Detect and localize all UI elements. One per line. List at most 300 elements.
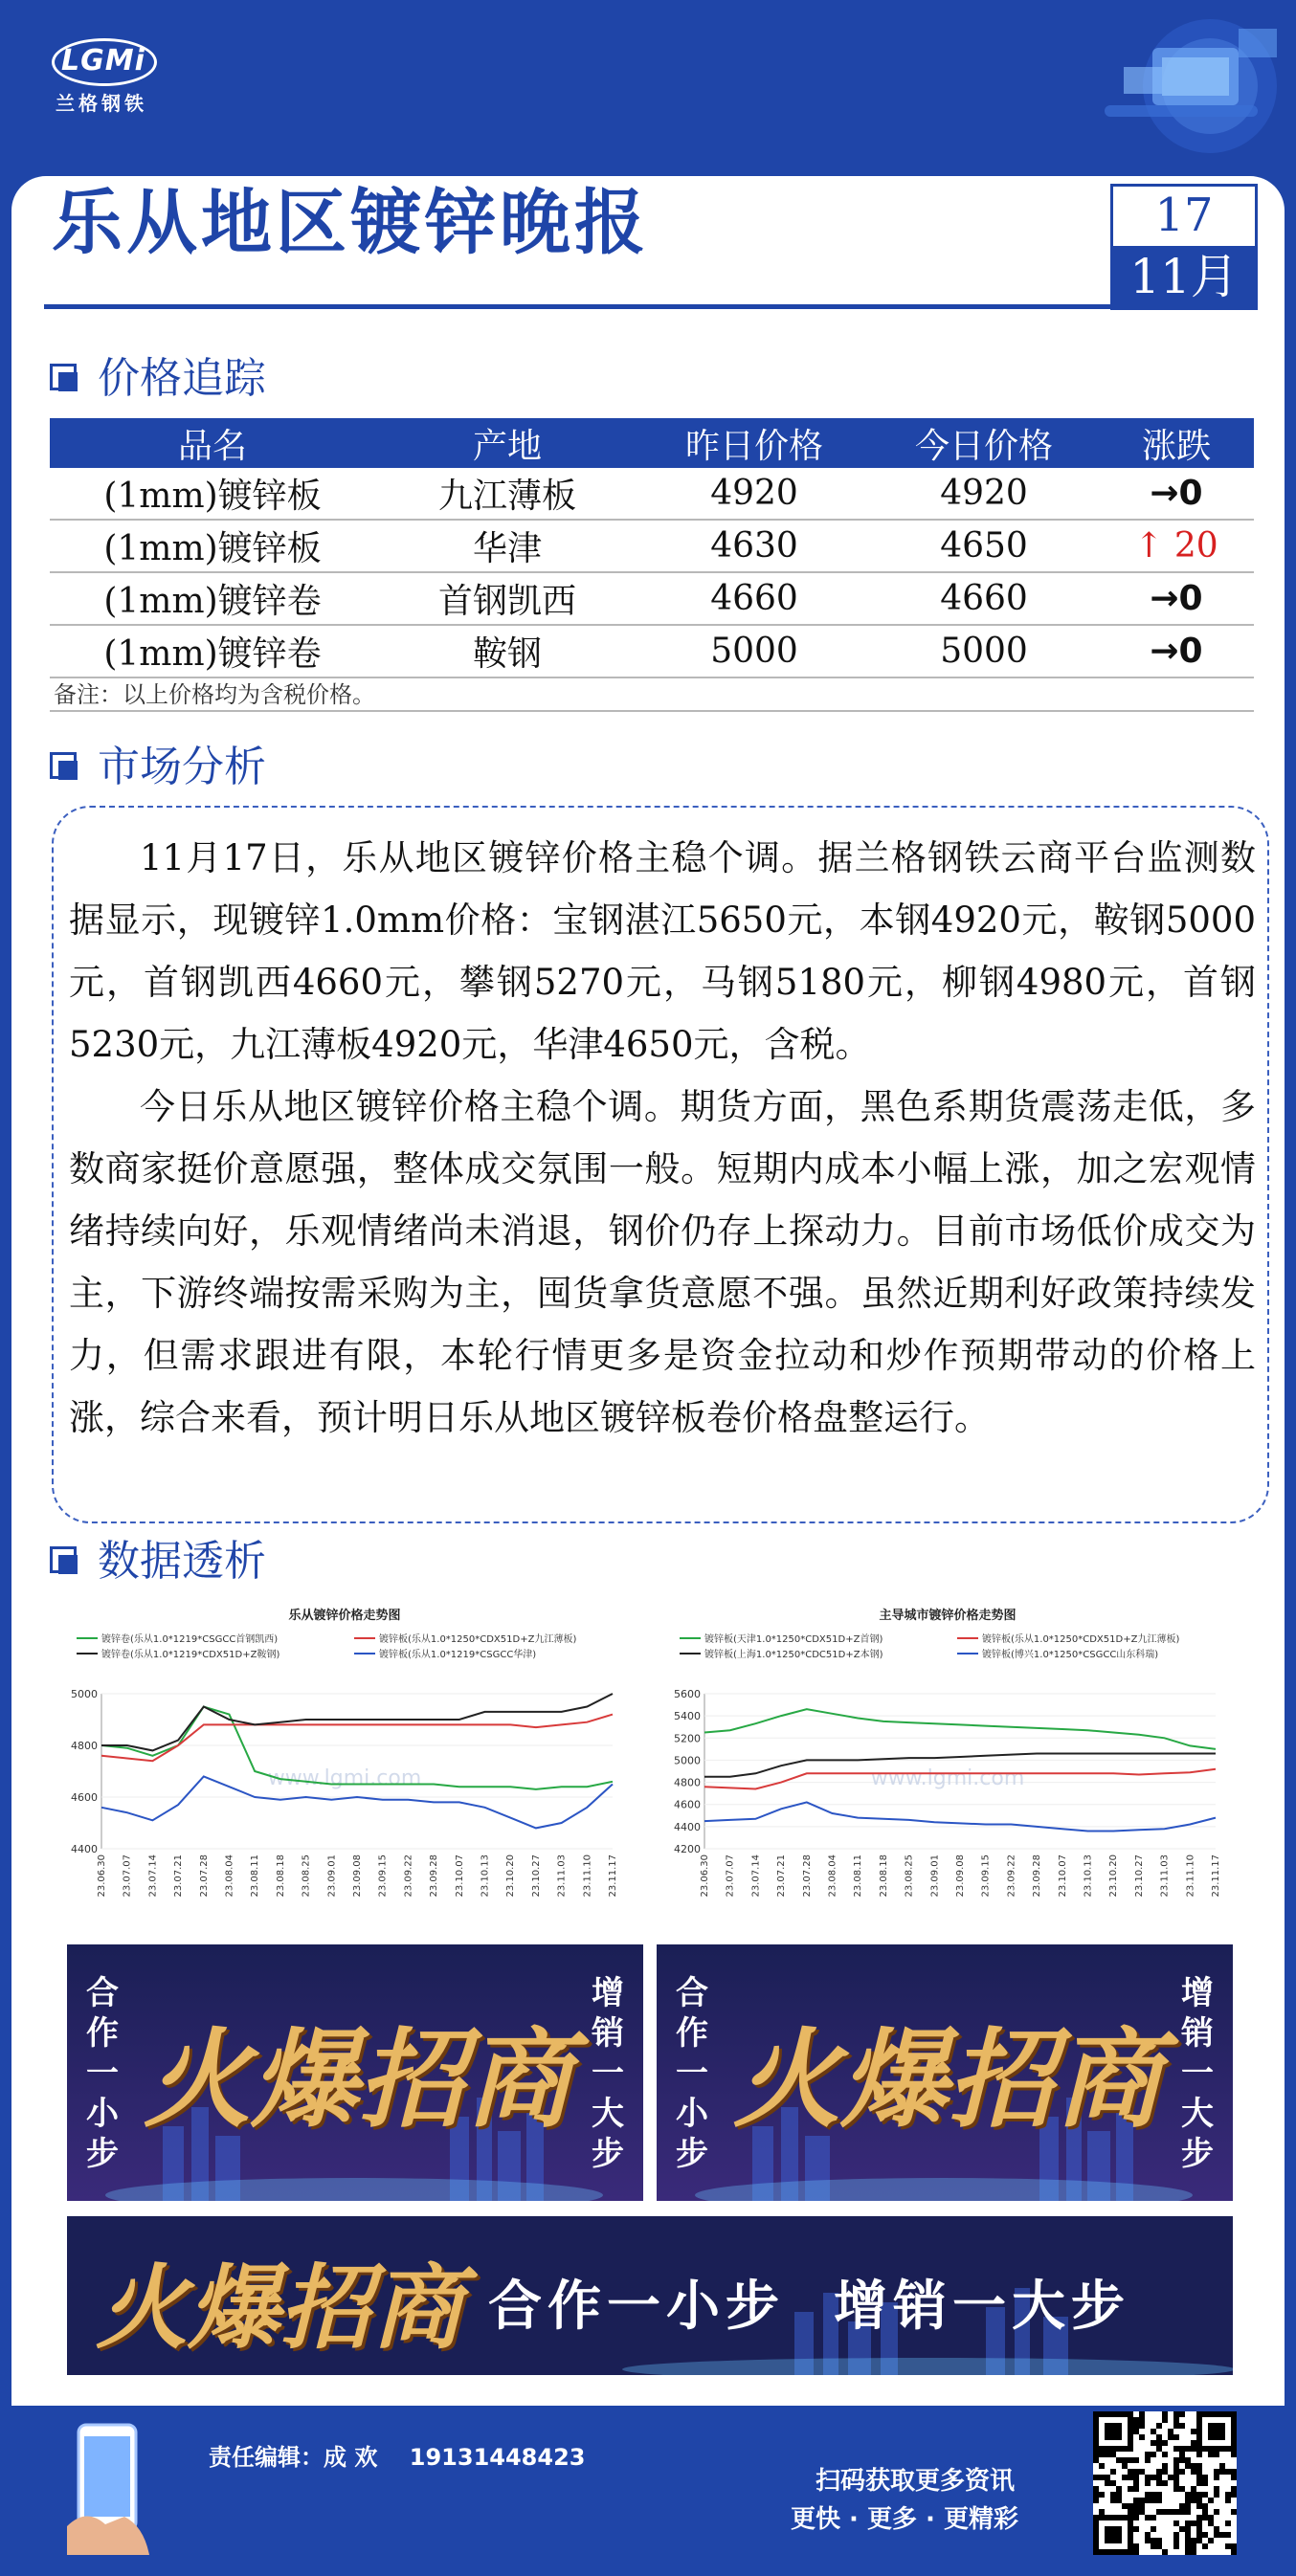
cell-today: 4650 — [869, 520, 1099, 572]
qr-module — [1133, 2417, 1139, 2423]
qr-module — [1219, 2532, 1225, 2538]
title-underline — [44, 304, 1250, 309]
qr-module — [1156, 2498, 1162, 2503]
chart-watermark: www.lgmi.com — [870, 1766, 1025, 1790]
qr-module — [1202, 2492, 1208, 2498]
chart-title: 乐从镀锌价格走势图 — [288, 1609, 401, 1623]
qr-module — [1179, 2446, 1185, 2452]
qr-module — [1168, 2509, 1173, 2515]
qr-module — [1133, 2509, 1139, 2515]
qr-module — [1179, 2486, 1185, 2492]
qr-module — [1122, 2463, 1128, 2469]
wide-banner-slogan: 合作一小步 增销一大步 — [488, 2276, 1130, 2338]
qr-module — [1225, 2492, 1231, 2498]
qr-module — [1191, 2498, 1196, 2503]
qr-module — [1151, 2538, 1156, 2543]
qr-module — [1145, 2538, 1151, 2543]
x-tick-label: 23.10.13 — [1083, 1854, 1094, 1898]
qr-module — [1162, 2509, 1168, 2515]
x-tick-label: 23.07.07 — [122, 1854, 133, 1898]
y-tick-label: 4800 — [674, 1776, 701, 1789]
banner-slogan: 火爆招商 — [733, 2017, 1162, 2143]
qr-module — [1162, 2463, 1168, 2469]
qr-module — [1145, 2515, 1151, 2520]
qr-module — [1139, 2434, 1145, 2440]
qr-module — [1151, 2475, 1156, 2480]
date-day: 17 — [1154, 189, 1214, 242]
qr-module — [1105, 2452, 1110, 2457]
qr-module — [1133, 2475, 1139, 2480]
qr-module — [1110, 2480, 1116, 2486]
qr-module — [1099, 2463, 1105, 2469]
qr-module — [1173, 2446, 1179, 2452]
qr-module — [1191, 2469, 1196, 2475]
qr-module — [1191, 2486, 1196, 2492]
qr-module — [1231, 2509, 1237, 2515]
qr-module — [1151, 2429, 1156, 2434]
y-tick-label: 5200 — [674, 1732, 701, 1745]
x-tick-label: 23.06.30 — [700, 1854, 710, 1898]
qr-module — [1191, 2538, 1196, 2543]
cell-today: 4660 — [869, 572, 1099, 625]
qr-module — [1231, 2549, 1237, 2555]
qr-module — [1179, 2452, 1185, 2457]
banner-side-right-text: 增 销 一 大 步 — [592, 1974, 624, 2173]
x-tick-label: 23.09.22 — [403, 1854, 414, 1898]
x-tick-label: 23.09.08 — [955, 1854, 966, 1898]
qr-module — [1133, 2515, 1139, 2520]
col-header-today: 今日价格 — [869, 418, 1099, 468]
qr-module — [1133, 2457, 1139, 2463]
qr-module — [1231, 2452, 1237, 2457]
cell-name: (1mm)镀锌板 — [50, 468, 375, 520]
note-divider — [50, 710, 1254, 712]
qr-module — [1139, 2503, 1145, 2509]
qr-module — [1196, 2492, 1202, 2498]
cell-origin: 九江薄板 — [375, 468, 639, 520]
date-badge — [1110, 184, 1258, 310]
y-tick-label: 5400 — [674, 1710, 701, 1723]
qr-module — [1156, 2434, 1162, 2440]
x-tick-label: 23.08.11 — [853, 1854, 864, 1898]
qr-module — [1185, 2509, 1191, 2515]
qr-module — [1173, 2509, 1179, 2515]
qr-module — [1133, 2543, 1139, 2549]
qr-module — [1139, 2469, 1145, 2475]
chart-watermark: www.lgmi.com — [267, 1766, 422, 1790]
y-tick-label: 4400 — [71, 1843, 98, 1855]
qr-module — [1196, 2469, 1202, 2475]
qr-module — [1133, 2486, 1139, 2492]
qr-module — [1173, 2543, 1179, 2549]
qr-module — [1214, 2452, 1219, 2457]
x-tick-label: 23.11.17 — [608, 1854, 618, 1898]
qr-module — [1099, 2509, 1105, 2515]
qr-module — [1202, 2532, 1208, 2538]
qr-module — [1110, 2452, 1116, 2457]
qr-module — [1156, 2543, 1162, 2549]
qr-module — [1196, 2532, 1202, 2538]
cell-change — [1099, 468, 1254, 520]
qr-module — [1110, 2492, 1116, 2498]
qr-module — [1139, 2423, 1145, 2429]
x-tick-label: 23.10.27 — [1133, 1854, 1145, 1898]
chart-leocong-galvanized — [57, 1598, 632, 1914]
cell-today: 4920 — [869, 468, 1099, 520]
qr-module — [1173, 2520, 1179, 2526]
x-tick-label: 23.07.28 — [198, 1854, 210, 1898]
banner-side-right-text: 增 销 一 大 步 — [1181, 1974, 1214, 2173]
qr-module — [1156, 2475, 1162, 2480]
qr-module — [1173, 2480, 1179, 2486]
qr-module — [1093, 2492, 1099, 2498]
qr-module — [1196, 2515, 1202, 2520]
qr-module — [1191, 2549, 1196, 2555]
qr-module — [1110, 2469, 1116, 2475]
qr-module — [1128, 2503, 1133, 2509]
x-tick-label: 23.09.15 — [980, 1854, 992, 1898]
x-tick-label: 23.10.20 — [505, 1854, 517, 1898]
qr-module — [1139, 2509, 1145, 2515]
editor-label: 责任编辑：成 欢 — [209, 2444, 378, 2471]
qr-module — [1128, 2509, 1133, 2515]
qr-module — [1145, 2475, 1151, 2480]
cell-origin: 首钢凯西 — [375, 572, 639, 625]
x-tick-label: 23.07.28 — [801, 1854, 813, 1898]
x-tick-label: 23.09.22 — [1006, 1854, 1017, 1898]
qr-module — [1133, 2503, 1139, 2509]
qr-finder — [1105, 2526, 1122, 2543]
qr-module — [1214, 2532, 1219, 2538]
cell-yesterday: 5000 — [639, 625, 869, 677]
legend-label: 镀锌卷(乐从1.0*1219*CSGCC首钢凯西) — [101, 1634, 279, 1645]
x-tick-label: 23.08.18 — [275, 1854, 286, 1898]
qr-module — [1202, 2475, 1208, 2480]
qr-module — [1128, 2475, 1133, 2480]
qr-module — [1214, 2475, 1219, 2480]
x-tick-label: 23.09.15 — [377, 1854, 389, 1898]
cell-yesterday: 4920 — [639, 468, 869, 520]
qr-module — [1145, 2452, 1151, 2457]
legend-label: 镀锌卷(乐从1.0*1219*CDX51D+Z鞍钢) — [101, 1650, 280, 1660]
section-square-icon — [50, 1546, 77, 1573]
qr-module — [1156, 2492, 1162, 2498]
y-tick-label: 5600 — [674, 1688, 701, 1700]
qr-module — [1191, 2492, 1196, 2498]
table-header-row — [50, 418, 1254, 468]
qr-module — [1214, 2469, 1219, 2475]
cell-change — [1099, 572, 1254, 625]
qr-module — [1173, 2532, 1179, 2538]
x-tick-label: 23.10.07 — [1057, 1854, 1068, 1898]
x-tick-label: 23.08.04 — [827, 1854, 838, 1898]
flat-arrow-icon: → — [1150, 632, 1179, 671]
qr-module — [1185, 2503, 1191, 2509]
qr-module — [1139, 2498, 1145, 2503]
brand-logo — [44, 34, 159, 117]
qr-module — [1133, 2480, 1139, 2486]
qr-module — [1185, 2457, 1191, 2463]
qr-module — [1133, 2423, 1139, 2429]
qr-module — [1185, 2446, 1191, 2452]
qr-module — [1225, 2532, 1231, 2538]
ad-banner-right[interactable] — [657, 1944, 1233, 2201]
qr-module — [1168, 2475, 1173, 2480]
qr-module — [1173, 2538, 1179, 2543]
y-tick-label: 5000 — [71, 1688, 98, 1700]
x-tick-label: 23.11.03 — [556, 1854, 568, 1898]
x-tick-label: 23.09.01 — [326, 1854, 338, 1898]
col-header-change: 涨跌 — [1099, 418, 1254, 468]
qr-module — [1093, 2457, 1099, 2463]
qr-module — [1139, 2417, 1145, 2423]
analysis-paragraph-1: 11月17日，乐从地区镀锌价格主稳个调。据兰格钢铁云商平台监测数据显示，现镀锌1.0mm价格：宝钢湛江5650元，本钢4920元，鞍钢5000元，首钢凯西4660元，攀钢5270元，马钢5180元，柳钢4980元，首钢5230元，九江薄板4920元，华津4650元，含税。 — [69, 837, 1256, 1065]
qr-module — [1105, 2480, 1110, 2486]
qr-module — [1093, 2486, 1099, 2492]
qr-module — [1179, 2526, 1185, 2532]
qr-module — [1185, 2520, 1191, 2526]
col-header-yesterday: 昨日价格 — [639, 418, 869, 468]
qr-finder — [1105, 2423, 1122, 2440]
qr-module — [1128, 2457, 1133, 2463]
qr-module — [1191, 2543, 1196, 2549]
qr-module — [1225, 2469, 1231, 2475]
price-table — [50, 418, 1254, 678]
qr-module — [1173, 2417, 1179, 2423]
qr-module — [1162, 2452, 1168, 2457]
qr-module — [1225, 2520, 1231, 2526]
qr-module — [1196, 2480, 1202, 2486]
qr-module — [1145, 2457, 1151, 2463]
legend-label: 镀锌板(乐从1.0*1250*CDX51D+Z九江薄板) — [379, 1634, 577, 1645]
x-tick-label: 23.07.14 — [147, 1854, 159, 1898]
qr-module — [1196, 2452, 1202, 2457]
qr-caption: 扫码获取更多资讯 — [816, 2467, 1016, 2496]
ad-banner-left[interactable] — [67, 1944, 643, 2201]
qr-module — [1145, 2480, 1151, 2486]
qr-module — [1179, 2411, 1185, 2417]
x-tick-label: 23.08.25 — [301, 1854, 312, 1898]
qr-module — [1208, 2520, 1214, 2526]
editor-phone: 19131448423 — [409, 2444, 586, 2471]
qr-module — [1179, 2469, 1185, 2475]
up-arrow-icon: ↑ — [1134, 526, 1164, 566]
qr-module — [1185, 2538, 1191, 2543]
y-tick-label: 4600 — [674, 1798, 701, 1811]
x-tick-label: 23.09.01 — [929, 1854, 941, 1898]
qr-module — [1168, 2434, 1173, 2440]
qr-module — [1099, 2475, 1105, 2480]
qr-module — [1208, 2515, 1214, 2520]
x-tick-label: 23.10.07 — [454, 1854, 465, 1898]
price-section-title: 价格追踪 — [98, 354, 266, 403]
date-month: 11月 — [1113, 246, 1255, 307]
x-tick-label: 23.10.27 — [530, 1854, 542, 1898]
qr-module — [1196, 2475, 1202, 2480]
x-tick-label: 23.08.11 — [250, 1854, 261, 1898]
cell-name: (1mm)镀锌板 — [50, 520, 375, 572]
qr-module — [1116, 2457, 1122, 2463]
section-square-icon — [50, 752, 77, 779]
y-tick-label: 4800 — [71, 1740, 98, 1752]
qr-module — [1162, 2469, 1168, 2475]
qr-module — [1196, 2526, 1202, 2532]
qr-module — [1191, 2440, 1196, 2446]
series-line — [101, 1694, 613, 1750]
flat-arrow-icon: → — [1150, 474, 1179, 513]
qr-module — [1151, 2543, 1156, 2549]
qr-module — [1139, 2411, 1145, 2417]
cell-name: (1mm)镀锌卷 — [50, 625, 375, 677]
x-tick-label: 23.11.03 — [1159, 1854, 1171, 1898]
qr-module — [1179, 2509, 1185, 2515]
table-row — [50, 468, 1254, 520]
qr-module — [1156, 2423, 1162, 2429]
qr-module — [1185, 2532, 1191, 2538]
qr-module — [1156, 2538, 1162, 2543]
qr-module — [1173, 2423, 1179, 2429]
banner-slogan: 火爆招商 — [144, 2017, 572, 2143]
qr-module — [1191, 2520, 1196, 2526]
legend-label: 镀锌板(乐从1.0*1219*CSGCC华津) — [379, 1650, 537, 1660]
qr-module — [1099, 2452, 1105, 2457]
qr-module — [1202, 2515, 1208, 2520]
qr-module — [1185, 2543, 1191, 2549]
qr-module — [1231, 2469, 1237, 2475]
analysis-section-title: 市场分析 — [98, 743, 266, 791]
qr-module — [1145, 2492, 1151, 2498]
qr-module — [1133, 2549, 1139, 2555]
change-value: 0 — [1178, 579, 1203, 618]
qr-module — [1225, 2498, 1231, 2503]
qr-module — [1110, 2498, 1116, 2503]
qr-module — [1116, 2498, 1122, 2503]
qr-module — [1156, 2469, 1162, 2475]
x-tick-label: 23.09.08 — [352, 1854, 363, 1898]
qr-finder — [1208, 2423, 1225, 2440]
analysis-paragraph-2: 今日乐从地区镀锌价格主稳个调。期货方面，黑色系期货震荡走低，多数商家挺价意愿强，整体成交氛围一般。短期内成本小幅上涨，加之宏观情绪持续向好，乐观情绪尚未消退，钢价仍存上探动力。目前市场低价成交为主，下游终端按需采购为主，囤货拿货意愿不强。虽然近期利好政策持续发力，但需求跟进有限，本轮行情更多是资金拉动和炒作预期带动的价格上涨，综合来看，预计明日乐从地区镀锌板卷价格盘整运行。 — [69, 1086, 1256, 1438]
qr-module — [1214, 2509, 1219, 2515]
ad-banner-wide[interactable] — [67, 2216, 1233, 2375]
x-tick-label: 23.07.14 — [750, 1854, 762, 1898]
qr-module — [1151, 2515, 1156, 2520]
qr-module — [1214, 2526, 1219, 2532]
qr-module — [1145, 2532, 1151, 2538]
change-value: 0 — [1178, 474, 1203, 513]
y-tick-label: 4400 — [674, 1820, 701, 1833]
price-note: 备注：以上价格均为含税价格。 — [54, 681, 375, 708]
flat-arrow-icon: → — [1150, 579, 1179, 618]
qr-module — [1185, 2498, 1191, 2503]
qr-module — [1173, 2411, 1179, 2417]
qr-module — [1173, 2463, 1179, 2469]
banner-side-left-text: 合 作 一 小 步 — [676, 1974, 708, 2173]
logo-subtitle: 兰格钢铁 — [56, 92, 147, 115]
qr-module — [1156, 2509, 1162, 2515]
x-tick-label: 23.07.21 — [776, 1854, 788, 1898]
qr-module — [1191, 2429, 1196, 2434]
legend-label: 镀锌板(上海1.0*1250*CDC51D+Z本钢) — [704, 1650, 883, 1660]
qr-module — [1162, 2480, 1168, 2486]
qr-module — [1231, 2543, 1237, 2549]
qr-module — [1196, 2498, 1202, 2503]
qr-module — [1122, 2457, 1128, 2463]
qr-module — [1156, 2440, 1162, 2446]
qr-module — [1231, 2492, 1237, 2498]
phone-hand-icon — [67, 2421, 153, 2555]
qr-module — [1133, 2429, 1139, 2434]
data-section-title: 数据透析 — [98, 1537, 266, 1586]
cell-origin: 鞍钢 — [375, 625, 639, 677]
x-tick-label: 23.07.07 — [725, 1854, 736, 1898]
qr-module — [1116, 2492, 1122, 2498]
qr-module — [1145, 2498, 1151, 2503]
qr-module — [1208, 2538, 1214, 2543]
tech-decoration-icon — [1009, 0, 1296, 182]
qr-module — [1168, 2429, 1173, 2434]
qr-module — [1093, 2498, 1099, 2503]
qr-module — [1162, 2549, 1168, 2555]
qr-module — [1208, 2452, 1214, 2457]
qr-module — [1191, 2446, 1196, 2452]
qr-module — [1173, 2486, 1179, 2492]
table-row — [50, 625, 1254, 677]
qr-module — [1162, 2440, 1168, 2446]
col-header-name: 品名 — [50, 418, 375, 468]
qr-module — [1151, 2526, 1156, 2532]
qr-code-icon[interactable] — [1093, 2411, 1237, 2555]
qr-module — [1162, 2411, 1168, 2417]
cell-today: 5000 — [869, 625, 1099, 677]
qr-module — [1099, 2492, 1105, 2498]
qr-module — [1202, 2543, 1208, 2549]
qr-module — [1231, 2486, 1237, 2492]
qr-module — [1179, 2503, 1185, 2509]
qr-module — [1122, 2503, 1128, 2509]
legend-label: 镀锌板(天津1.0*1250*CDX51D+Z首钢) — [704, 1634, 883, 1645]
x-tick-label: 23.08.18 — [878, 1854, 889, 1898]
qr-module — [1173, 2469, 1179, 2475]
series-line — [704, 1709, 1216, 1749]
x-tick-label: 23.11.17 — [1211, 1854, 1221, 1898]
qr-module — [1214, 2492, 1219, 2498]
legend-label: 镀锌板(博兴1.0*1250*CSGCC山东科瑞) — [982, 1650, 1159, 1660]
qr-module — [1151, 2452, 1156, 2457]
qr-module — [1196, 2463, 1202, 2469]
cell-change — [1099, 520, 1254, 572]
chart-title: 主导城市镀锌价格走势图 — [879, 1609, 1017, 1623]
x-tick-label: 23.06.30 — [97, 1854, 107, 1898]
qr-module — [1208, 2498, 1214, 2503]
table-row — [50, 572, 1254, 625]
series-line — [101, 1715, 613, 1762]
qr-module — [1202, 2509, 1208, 2515]
qr-subcaption: 更快 · 更多 · 更精彩 — [791, 2505, 1018, 2534]
y-tick-label: 5000 — [674, 1754, 701, 1767]
qr-module — [1202, 2503, 1208, 2509]
qr-module — [1196, 2520, 1202, 2526]
banner-side-left-text: 合 作 一 小 步 — [86, 1974, 119, 2173]
qr-module — [1173, 2434, 1179, 2440]
x-tick-label: 23.08.25 — [904, 1854, 915, 1898]
qr-module — [1179, 2457, 1185, 2463]
qr-module — [1219, 2469, 1225, 2475]
col-header-origin: 产地 — [375, 418, 639, 468]
x-tick-label: 23.09.28 — [429, 1854, 440, 1898]
qr-module — [1093, 2452, 1099, 2457]
qr-module — [1122, 2475, 1128, 2480]
change-value: 20 — [1173, 526, 1218, 566]
